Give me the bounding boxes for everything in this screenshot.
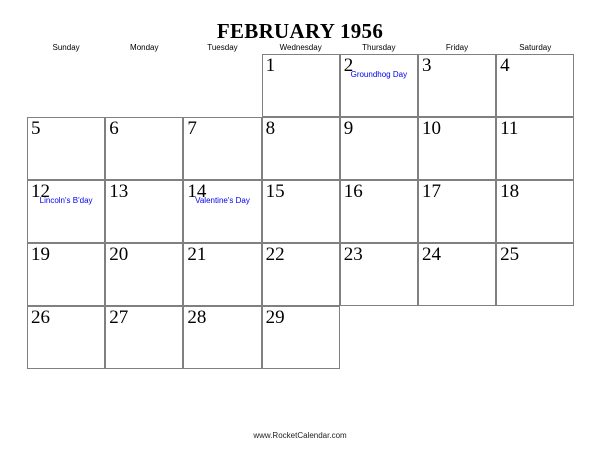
day-header-thursday: Thursday xyxy=(362,43,396,52)
date-number: 20 xyxy=(109,244,129,265)
calendar-cell-day-20 xyxy=(105,243,183,306)
calendar-cell-day-21 xyxy=(183,243,261,306)
calendar-cell-day-14 xyxy=(183,180,261,243)
calendar-cell-day-15 xyxy=(262,180,340,243)
date-number: 22 xyxy=(265,244,285,265)
calendar-week-row xyxy=(27,243,575,306)
calendar-week-row xyxy=(27,180,575,243)
date-number: 27 xyxy=(109,307,129,328)
date-number: 16 xyxy=(343,181,363,202)
date-number: 14 xyxy=(187,181,207,202)
date-number: 19 xyxy=(31,244,50,265)
calendar-title: FEBRUARY 1956 xyxy=(216,19,384,43)
date-number: 3 xyxy=(421,55,432,76)
date-number: 13 xyxy=(109,181,129,202)
date-number: 29 xyxy=(265,307,285,328)
day-header-friday: Friday xyxy=(445,43,469,52)
date-number: 11 xyxy=(500,118,519,139)
calendar-cell-day-18 xyxy=(496,180,574,243)
holiday-label: Lincoln's B'day xyxy=(39,196,93,205)
calendar-cell-day-1 xyxy=(262,54,340,117)
calendar-cell-day-16 xyxy=(340,180,418,243)
calendar-cell-day-28 xyxy=(183,306,261,369)
calendar-cell-day-8 xyxy=(262,117,340,180)
date-number: 1 xyxy=(265,55,276,76)
date-number: 6 xyxy=(109,118,119,139)
calendar-week-row xyxy=(27,117,575,180)
date-number: 12 xyxy=(31,181,50,202)
day-header-monday: Monday xyxy=(130,43,159,52)
calendar-cell-empty xyxy=(183,54,261,117)
date-number: 15 xyxy=(265,181,285,202)
date-number: 4 xyxy=(500,55,510,76)
calendar-cell-day-9 xyxy=(340,117,418,180)
calendar-week-row xyxy=(27,306,575,369)
calendar-grid xyxy=(27,54,575,369)
date-number: 28 xyxy=(187,307,207,328)
day-header-wednesday: Wednesday xyxy=(279,43,322,52)
calendar-cell-empty xyxy=(340,306,418,369)
date-number: 24 xyxy=(421,244,441,265)
calendar-cell-day-2 xyxy=(340,54,418,117)
date-number: 7 xyxy=(187,118,197,139)
calendar-cell-day-10 xyxy=(418,117,496,180)
date-number: 2 xyxy=(343,55,354,76)
holiday-label: Valentine's Day xyxy=(195,196,250,205)
day-header-sunday: Sunday xyxy=(52,43,80,52)
calendar-cell-day-17 xyxy=(418,180,496,243)
calendar-cell-day-23 xyxy=(340,243,418,306)
calendar-cell-day-7 xyxy=(183,117,261,180)
date-number: 17 xyxy=(421,181,441,202)
date-number: 8 xyxy=(265,118,276,139)
calendar-cell-empty xyxy=(105,54,183,117)
date-number: 10 xyxy=(421,118,441,139)
calendar-cell-empty xyxy=(418,306,496,369)
calendar-cell-day-4 xyxy=(496,54,574,117)
day-of-week-header-row xyxy=(27,44,575,52)
calendar-cell-day-29 xyxy=(262,306,340,369)
calendar-cell-day-24 xyxy=(418,243,496,306)
calendar-cell-day-19 xyxy=(27,243,105,306)
calendar-cell-empty xyxy=(27,54,105,117)
calendar-week-row xyxy=(27,54,575,117)
day-header-saturday: Saturday xyxy=(519,43,552,52)
holiday-label: Groundhog Day xyxy=(350,70,408,79)
footer-url-text: www.RocketCalendar.com xyxy=(253,431,347,440)
calendar-cell-empty xyxy=(496,306,574,369)
calendar-cell-day-6 xyxy=(105,117,183,180)
day-header-tuesday: Tuesday xyxy=(207,43,238,52)
calendar-cell-day-13 xyxy=(105,180,183,243)
calendar-cell-day-11 xyxy=(496,117,574,180)
calendar-cell-day-22 xyxy=(262,243,340,306)
calendar-cell-day-3 xyxy=(418,54,496,117)
date-number: 26 xyxy=(31,307,50,328)
calendar-cell-day-12 xyxy=(27,180,105,243)
calendar-cell-day-27 xyxy=(105,306,183,369)
calendar-cell-day-26 xyxy=(27,306,105,369)
calendar-cell-day-25 xyxy=(496,243,574,306)
date-number: 25 xyxy=(500,244,520,265)
date-number: 5 xyxy=(31,118,41,139)
date-number: 9 xyxy=(343,118,354,139)
date-number: 18 xyxy=(500,181,520,202)
date-number: 23 xyxy=(343,244,363,265)
date-number: 21 xyxy=(187,244,207,265)
calendar-cell-day-5 xyxy=(27,117,105,180)
